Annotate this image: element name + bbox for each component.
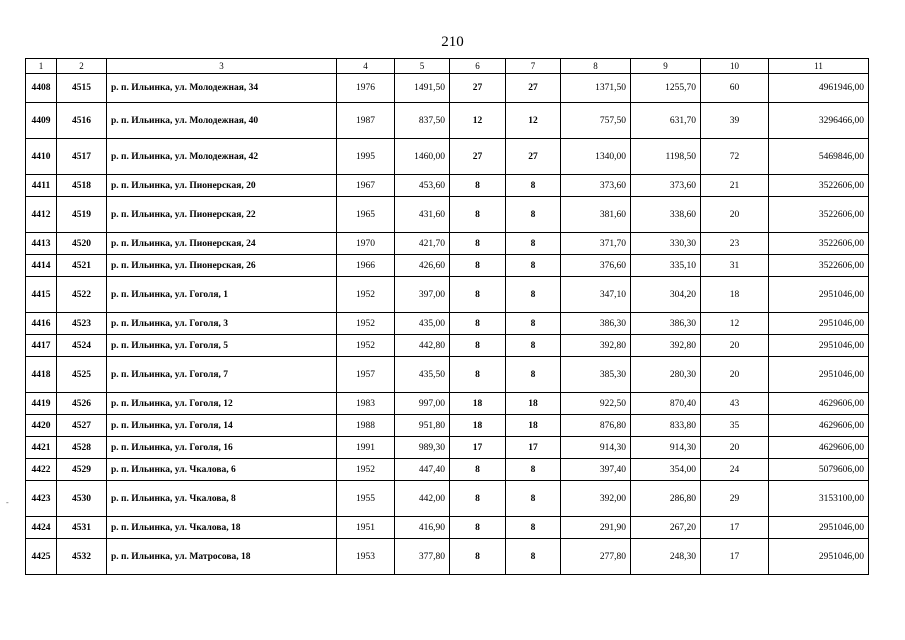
table-cell: 330,30 xyxy=(631,233,701,255)
column-header: 11 xyxy=(769,59,869,74)
table-cell: р. п. Ильинка, ул. Гоголя, 12 xyxy=(107,393,337,415)
table-cell: 4413 xyxy=(26,233,57,255)
table-cell: р. п. Ильинка, ул. Пионерская, 22 xyxy=(107,197,337,233)
table-cell: 4527 xyxy=(57,415,107,437)
table-cell: 1967 xyxy=(337,175,395,197)
table-cell: 1951 xyxy=(337,517,395,539)
table-row xyxy=(26,517,869,539)
table-cell: 435,50 xyxy=(395,357,450,393)
table-cell: 2951046,00 xyxy=(769,335,869,357)
table-cell: 4629606,00 xyxy=(769,415,869,437)
table-cell: 23 xyxy=(701,233,769,255)
table-cell: 8 xyxy=(450,197,506,233)
table-cell: 20 xyxy=(701,197,769,233)
table-cell: 60 xyxy=(701,74,769,103)
housing-registry-table xyxy=(25,58,869,575)
table-cell: 8 xyxy=(506,233,561,255)
table-cell: 286,80 xyxy=(631,481,701,517)
table-cell: р. п. Ильинка, ул. Гоголя, 16 xyxy=(107,437,337,459)
table-cell: 29 xyxy=(701,481,769,517)
table-cell: 18 xyxy=(701,277,769,313)
table-cell: 4517 xyxy=(57,139,107,175)
column-header: 8 xyxy=(561,59,631,74)
table-cell: 18 xyxy=(506,393,561,415)
table-cell: р. п. Ильинка, ул. Гоголя, 14 xyxy=(107,415,337,437)
table-cell: 20 xyxy=(701,357,769,393)
table-cell: 4516 xyxy=(57,103,107,139)
table-row xyxy=(26,539,869,575)
table-cell: 1970 xyxy=(337,233,395,255)
table-cell: 381,60 xyxy=(561,197,631,233)
table-cell: 8 xyxy=(506,255,561,277)
table-cell: р. п. Ильинка, ул. Молодежная, 40 xyxy=(107,103,337,139)
table-cell: 397,00 xyxy=(395,277,450,313)
table-cell: 8 xyxy=(506,277,561,313)
table-cell: 3522606,00 xyxy=(769,197,869,233)
table-cell: 5079606,00 xyxy=(769,459,869,481)
table-cell: 17 xyxy=(701,517,769,539)
column-header: 9 xyxy=(631,59,701,74)
table-cell: 354,00 xyxy=(631,459,701,481)
table-cell: 24 xyxy=(701,459,769,481)
table-cell: 8 xyxy=(506,197,561,233)
table-cell: 3522606,00 xyxy=(769,175,869,197)
table-cell: 43 xyxy=(701,393,769,415)
table-cell: 4520 xyxy=(57,233,107,255)
table-cell: 1491,50 xyxy=(395,74,450,103)
table-cell: 18 xyxy=(450,393,506,415)
column-header: 10 xyxy=(701,59,769,74)
table-cell: 4521 xyxy=(57,255,107,277)
table-cell: 8 xyxy=(450,277,506,313)
column-header: 3 xyxy=(107,59,337,74)
table-cell: 4530 xyxy=(57,481,107,517)
table-cell: 1965 xyxy=(337,197,395,233)
table-cell: 4515 xyxy=(57,74,107,103)
table-cell: 392,80 xyxy=(631,335,701,357)
table-cell: 392,00 xyxy=(561,481,631,517)
table-cell: 2951046,00 xyxy=(769,539,869,575)
column-header: 7 xyxy=(506,59,561,74)
table-cell: р. п. Ильинка, ул. Пионерская, 20 xyxy=(107,175,337,197)
table-cell: 1255,70 xyxy=(631,74,701,103)
table-cell: 27 xyxy=(506,139,561,175)
table-cell: 2951046,00 xyxy=(769,357,869,393)
table-cell: 386,30 xyxy=(561,313,631,335)
page-number: 210 xyxy=(441,34,464,50)
table-cell: 4518 xyxy=(57,175,107,197)
table-cell: 8 xyxy=(450,255,506,277)
table-cell: 280,30 xyxy=(631,357,701,393)
table-cell: 4411 xyxy=(26,175,57,197)
table-cell: 4412 xyxy=(26,197,57,233)
table-cell: 338,60 xyxy=(631,197,701,233)
table-cell: 3522606,00 xyxy=(769,233,869,255)
table-row xyxy=(26,255,869,277)
table-cell: 5469846,00 xyxy=(769,139,869,175)
table-cell: 4416 xyxy=(26,313,57,335)
table-cell: 4408 xyxy=(26,74,57,103)
table-cell: 2951046,00 xyxy=(769,313,869,335)
table-cell: 4424 xyxy=(26,517,57,539)
table-cell: 1371,50 xyxy=(561,74,631,103)
table-cell: 4417 xyxy=(26,335,57,357)
table-cell: р. п. Ильинка, ул. Молодежная, 42 xyxy=(107,139,337,175)
table-cell: 35 xyxy=(701,415,769,437)
table-cell: 4522 xyxy=(57,277,107,313)
table-cell: 1966 xyxy=(337,255,395,277)
table-cell: 1983 xyxy=(337,393,395,415)
table-cell: 72 xyxy=(701,139,769,175)
table-cell: 8 xyxy=(450,357,506,393)
table-cell: 3522606,00 xyxy=(769,255,869,277)
table-cell: 876,80 xyxy=(561,415,631,437)
table-cell: 386,30 xyxy=(631,313,701,335)
table-cell: 291,90 xyxy=(561,517,631,539)
table-cell: 431,60 xyxy=(395,197,450,233)
table-cell: 31 xyxy=(701,255,769,277)
table-cell: р. п. Ильинка, ул. Чкалова, 8 xyxy=(107,481,337,517)
table-cell: 8 xyxy=(506,175,561,197)
table-row xyxy=(26,197,869,233)
table-cell: 447,40 xyxy=(395,459,450,481)
table-cell: 8 xyxy=(450,539,506,575)
table-cell: 4425 xyxy=(26,539,57,575)
table-cell: 1198,50 xyxy=(631,139,701,175)
table-cell: 8 xyxy=(506,313,561,335)
table-cell: 8 xyxy=(450,313,506,335)
table-cell: 922,50 xyxy=(561,393,631,415)
table-cell: 997,00 xyxy=(395,393,450,415)
table-cell: 20 xyxy=(701,335,769,357)
table-cell: 1952 xyxy=(337,277,395,313)
table-cell: 8 xyxy=(450,335,506,357)
table-row xyxy=(26,139,869,175)
table-row xyxy=(26,481,869,517)
table-cell: 371,70 xyxy=(561,233,631,255)
table-cell: 27 xyxy=(450,139,506,175)
table-cell: 421,70 xyxy=(395,233,450,255)
table-cell: р. п. Ильинка, ул. Матросова, 18 xyxy=(107,539,337,575)
margin-mark: - xyxy=(6,498,9,507)
table-cell: 8 xyxy=(450,175,506,197)
table-cell: р. п. Ильинка, ул. Пионерская, 24 xyxy=(107,233,337,255)
table-cell: 8 xyxy=(506,459,561,481)
table-cell: 1988 xyxy=(337,415,395,437)
table-cell: 833,80 xyxy=(631,415,701,437)
table-cell: 4421 xyxy=(26,437,57,459)
table-cell: 4529 xyxy=(57,459,107,481)
table-row xyxy=(26,175,869,197)
table-cell: 4419 xyxy=(26,393,57,415)
table-cell: 1340,00 xyxy=(561,139,631,175)
table-cell: р. п. Ильинка, ул. Гоголя, 1 xyxy=(107,277,337,313)
table-cell: 39 xyxy=(701,103,769,139)
table-cell: 1953 xyxy=(337,539,395,575)
table-cell: 442,00 xyxy=(395,481,450,517)
table-cell: 397,40 xyxy=(561,459,631,481)
table-cell: 1952 xyxy=(337,459,395,481)
table-cell: р. п. Ильинка, ул. Гоголя, 3 xyxy=(107,313,337,335)
table-cell: 631,70 xyxy=(631,103,701,139)
column-header: 4 xyxy=(337,59,395,74)
table-cell: 8 xyxy=(506,357,561,393)
table-cell: 8 xyxy=(506,517,561,539)
table-cell: 8 xyxy=(506,335,561,357)
table-cell: 17 xyxy=(450,437,506,459)
table-cell: 4422 xyxy=(26,459,57,481)
table-row xyxy=(26,357,869,393)
table-cell: 335,10 xyxy=(631,255,701,277)
table-cell: 347,10 xyxy=(561,277,631,313)
table-cell: 8 xyxy=(506,481,561,517)
table-cell: 8 xyxy=(450,517,506,539)
table-cell: 2951046,00 xyxy=(769,517,869,539)
table-cell: 8 xyxy=(450,481,506,517)
table-cell: 20 xyxy=(701,437,769,459)
table-cell: 914,30 xyxy=(631,437,701,459)
table-cell: 376,60 xyxy=(561,255,631,277)
table-cell: 8 xyxy=(450,459,506,481)
table-cell: 435,00 xyxy=(395,313,450,335)
table-cell: 4629606,00 xyxy=(769,437,869,459)
table-cell: 392,80 xyxy=(561,335,631,357)
table-cell: 377,80 xyxy=(395,539,450,575)
table-cell: 4415 xyxy=(26,277,57,313)
table-cell: 1987 xyxy=(337,103,395,139)
table-cell: р. п. Ильинка, ул. Пионерская, 26 xyxy=(107,255,337,277)
table-cell: 4423 xyxy=(26,481,57,517)
column-header: 6 xyxy=(450,59,506,74)
table-cell: 12 xyxy=(450,103,506,139)
table-cell: 4420 xyxy=(26,415,57,437)
table-cell: 12 xyxy=(506,103,561,139)
table-row xyxy=(26,74,869,103)
table-cell: 27 xyxy=(506,74,561,103)
table-row xyxy=(26,103,869,139)
table-cell: р. п. Ильинка, ул. Чкалова, 18 xyxy=(107,517,337,539)
table-cell: 4528 xyxy=(57,437,107,459)
table-cell: 18 xyxy=(450,415,506,437)
table-cell: 4523 xyxy=(57,313,107,335)
table-cell: 870,40 xyxy=(631,393,701,415)
column-header: 5 xyxy=(395,59,450,74)
table-cell: 8 xyxy=(506,539,561,575)
table-cell: 8 xyxy=(450,233,506,255)
table-cell: 4524 xyxy=(57,335,107,357)
table-row xyxy=(26,233,869,255)
table-cell: 4410 xyxy=(26,139,57,175)
table-cell: 416,90 xyxy=(395,517,450,539)
table-cell: 4526 xyxy=(57,393,107,415)
column-header: 1 xyxy=(26,59,57,74)
table-cell: 21 xyxy=(701,175,769,197)
table-cell: 385,30 xyxy=(561,357,631,393)
table-row xyxy=(26,415,869,437)
table-cell: р. п. Ильинка, ул. Молодежная, 34 xyxy=(107,74,337,103)
table-cell: 12 xyxy=(701,313,769,335)
table-cell: 442,80 xyxy=(395,335,450,357)
column-number-row xyxy=(26,59,869,74)
table-cell: 3153100,00 xyxy=(769,481,869,517)
table-cell: 1976 xyxy=(337,74,395,103)
column-header: 2 xyxy=(57,59,107,74)
table-cell: 1995 xyxy=(337,139,395,175)
table-cell: 3296466,00 xyxy=(769,103,869,139)
table-cell: 4409 xyxy=(26,103,57,139)
table-cell: 453,60 xyxy=(395,175,450,197)
table-cell: 1952 xyxy=(337,335,395,357)
table-cell: р. п. Ильинка, ул. Гоголя, 7 xyxy=(107,357,337,393)
table-cell: 373,60 xyxy=(561,175,631,197)
table-cell: 837,50 xyxy=(395,103,450,139)
table-row xyxy=(26,313,869,335)
table-cell: 27 xyxy=(450,74,506,103)
table-cell: 1991 xyxy=(337,437,395,459)
table-cell: 373,60 xyxy=(631,175,701,197)
table-cell: 1952 xyxy=(337,313,395,335)
table-cell: 248,30 xyxy=(631,539,701,575)
table-cell: 4629606,00 xyxy=(769,393,869,415)
table-row xyxy=(26,393,869,415)
table-cell: 1460,00 xyxy=(395,139,450,175)
table-cell: 4414 xyxy=(26,255,57,277)
table-cell: 426,60 xyxy=(395,255,450,277)
table-cell: 1957 xyxy=(337,357,395,393)
table-cell: 914,30 xyxy=(561,437,631,459)
table-cell: р. п. Ильинка, ул. Чкалова, 6 xyxy=(107,459,337,481)
table-cell: 4961946,00 xyxy=(769,74,869,103)
table-cell: 4418 xyxy=(26,357,57,393)
table-cell: р. п. Ильинка, ул. Гоголя, 5 xyxy=(107,335,337,357)
table-cell: 757,50 xyxy=(561,103,631,139)
table-cell: 267,20 xyxy=(631,517,701,539)
table-row xyxy=(26,437,869,459)
table-cell: 4525 xyxy=(57,357,107,393)
table-cell: 989,30 xyxy=(395,437,450,459)
table-row xyxy=(26,277,869,313)
table-cell: 2951046,00 xyxy=(769,277,869,313)
table-cell: 304,20 xyxy=(631,277,701,313)
table-cell: 18 xyxy=(506,415,561,437)
table-cell: 4532 xyxy=(57,539,107,575)
table-row xyxy=(26,335,869,357)
table-cell: 4519 xyxy=(57,197,107,233)
table-cell: 277,80 xyxy=(561,539,631,575)
table-cell: 17 xyxy=(506,437,561,459)
table-row xyxy=(26,459,869,481)
table-cell: 17 xyxy=(701,539,769,575)
table-cell: 4531 xyxy=(57,517,107,539)
table-cell: 1955 xyxy=(337,481,395,517)
table-cell: 951,80 xyxy=(395,415,450,437)
